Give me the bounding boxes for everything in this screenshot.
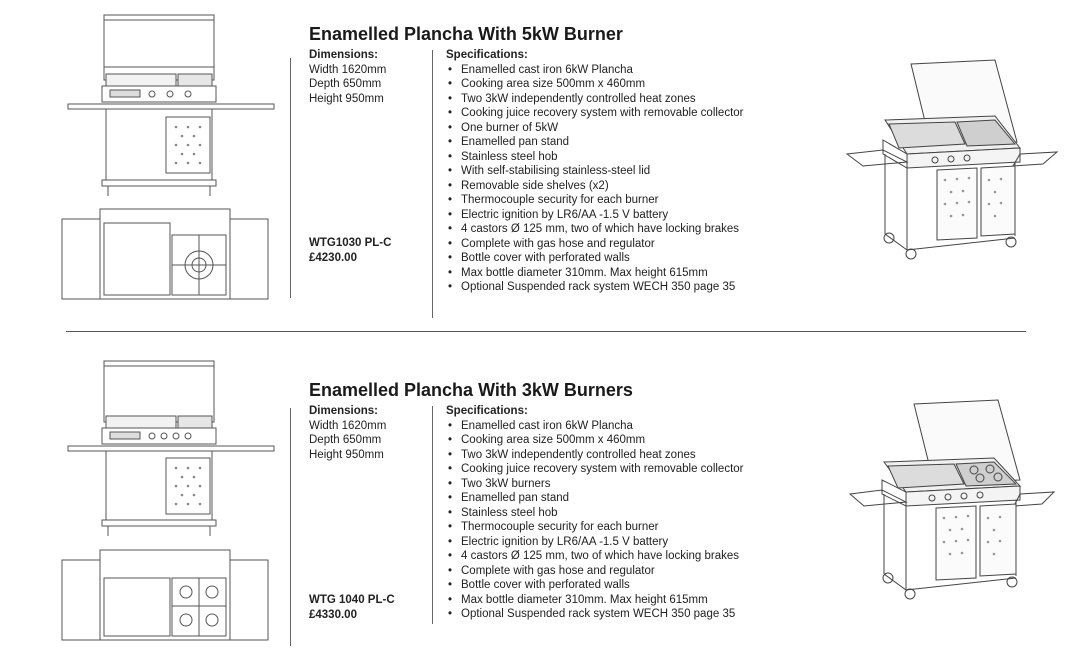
specifications-block: [446, 48, 744, 295]
specifications-heading: Specifications:: [446, 405, 528, 417]
product-title: Enamelled Plancha With 5kW Burner: [309, 24, 623, 44]
specifications-list: [446, 419, 744, 622]
dimension-width: Width 1620mm: [309, 63, 387, 76]
spec-item: • Optional Suspended rack system WECH 350 page 35: [446, 607, 744, 622]
model-code-block: [309, 593, 395, 622]
spec-item: • Optional Suspended rack system WECH 350 page 35: [446, 280, 744, 295]
dimensions-block: [309, 404, 386, 462]
spec-item: • Thermocouple security for each burner: [446, 193, 744, 208]
spec-item: • Cooking area size 500mm x 460mm: [446, 77, 744, 92]
model-code: WTG 1040 PL-C: [309, 594, 395, 606]
price: £4230.00: [309, 251, 357, 264]
product-card-1: [0, 0, 1088, 332]
spec-item: • 4 castors Ø 125 mm, two of which have locking brakes: [446, 549, 744, 564]
spec-item: • Max bottle diameter 310mm. Max height 615mm: [446, 593, 744, 608]
front-elevation-drawing: [66, 12, 276, 200]
spec-item: • Two 3kW independently controlled heat zones: [446, 448, 744, 463]
spec-item: • Enamelled cast iron 6kW Plancha: [446, 419, 744, 434]
spec-item: • One burner of 5kW: [446, 121, 744, 136]
product-perspective-image: [845, 58, 1060, 263]
dimension-depth: Depth 650mm: [309, 434, 382, 446]
spec-item: • Electric ignition by LR6/AA -1.5 V battery: [446, 535, 744, 550]
specifications-heading: Specifications:: [446, 49, 528, 61]
spec-item: • Bottle cover with perforated walls: [446, 251, 744, 266]
spec-item: • 4 castors Ø 125 mm, two of which have locking brakes: [446, 222, 744, 237]
spec-item: • Two 3kW burners: [446, 477, 744, 492]
front-elevation-drawing: [66, 358, 276, 538]
vertical-rule-left: [290, 58, 291, 298]
model-code: WTG1030 PL-C: [309, 237, 392, 249]
dimensions-heading: Dimensions:: [309, 49, 379, 61]
spec-item: • Complete with gas hose and regulator: [446, 564, 744, 579]
top-plan-drawing: [60, 207, 270, 303]
dimension-depth: Depth 650mm: [309, 78, 382, 90]
spec-item: • Removable side shelves (x2): [446, 179, 744, 194]
top-plan-drawing: [60, 548, 270, 644]
spec-item: • Enamelled pan stand: [446, 491, 744, 506]
spec-item: • With self-stabilising stainless-steel lid: [446, 164, 744, 179]
spec-item: • Enamelled pan stand: [446, 135, 744, 150]
spec-item: • Electric ignition by LR6/AA -1.5 V battery: [446, 208, 744, 223]
spec-item: • Bottle cover with perforated walls: [446, 578, 744, 593]
price: £4330.00: [309, 608, 357, 621]
dimension-height: Height 950mm: [309, 448, 384, 461]
product-perspective-image: [848, 398, 1058, 603]
specifications-block: [446, 404, 744, 622]
spec-item: • Enamelled cast iron 6kW Plancha: [446, 63, 744, 78]
section-divider: [66, 331, 1026, 332]
dimensions-block: [309, 48, 386, 106]
spec-item: • Max bottle diameter 310mm. Max height 615mm: [446, 266, 744, 281]
vertical-rule-left: [290, 408, 291, 646]
vertical-rule-specs: [432, 50, 433, 318]
product-title: Enamelled Plancha With 3kW Burners: [309, 380, 633, 400]
spec-item: • Two 3kW independently controlled heat zones: [446, 92, 744, 107]
dimensions-heading: Dimensions:: [309, 405, 379, 417]
spec-item: • Cooking juice recovery system with removable collector: [446, 462, 744, 477]
dimension-height: Height 950mm: [309, 92, 384, 105]
product-card-2: [0, 354, 1088, 671]
spec-item: • Thermocouple security for each burner: [446, 520, 744, 535]
dimension-width: Width 1620mm: [309, 419, 387, 432]
specifications-list: [446, 63, 744, 295]
spec-item: • Stainless steel hob: [446, 150, 744, 165]
model-code-block: [309, 236, 391, 265]
spec-item: • Cooking area size 500mm x 460mm: [446, 433, 744, 448]
spec-item: • Complete with gas hose and regulator: [446, 237, 744, 252]
spec-item: • Cooking juice recovery system with removable collector: [446, 106, 744, 121]
spec-item: • Stainless steel hob: [446, 506, 744, 521]
vertical-rule-specs: [432, 406, 433, 624]
